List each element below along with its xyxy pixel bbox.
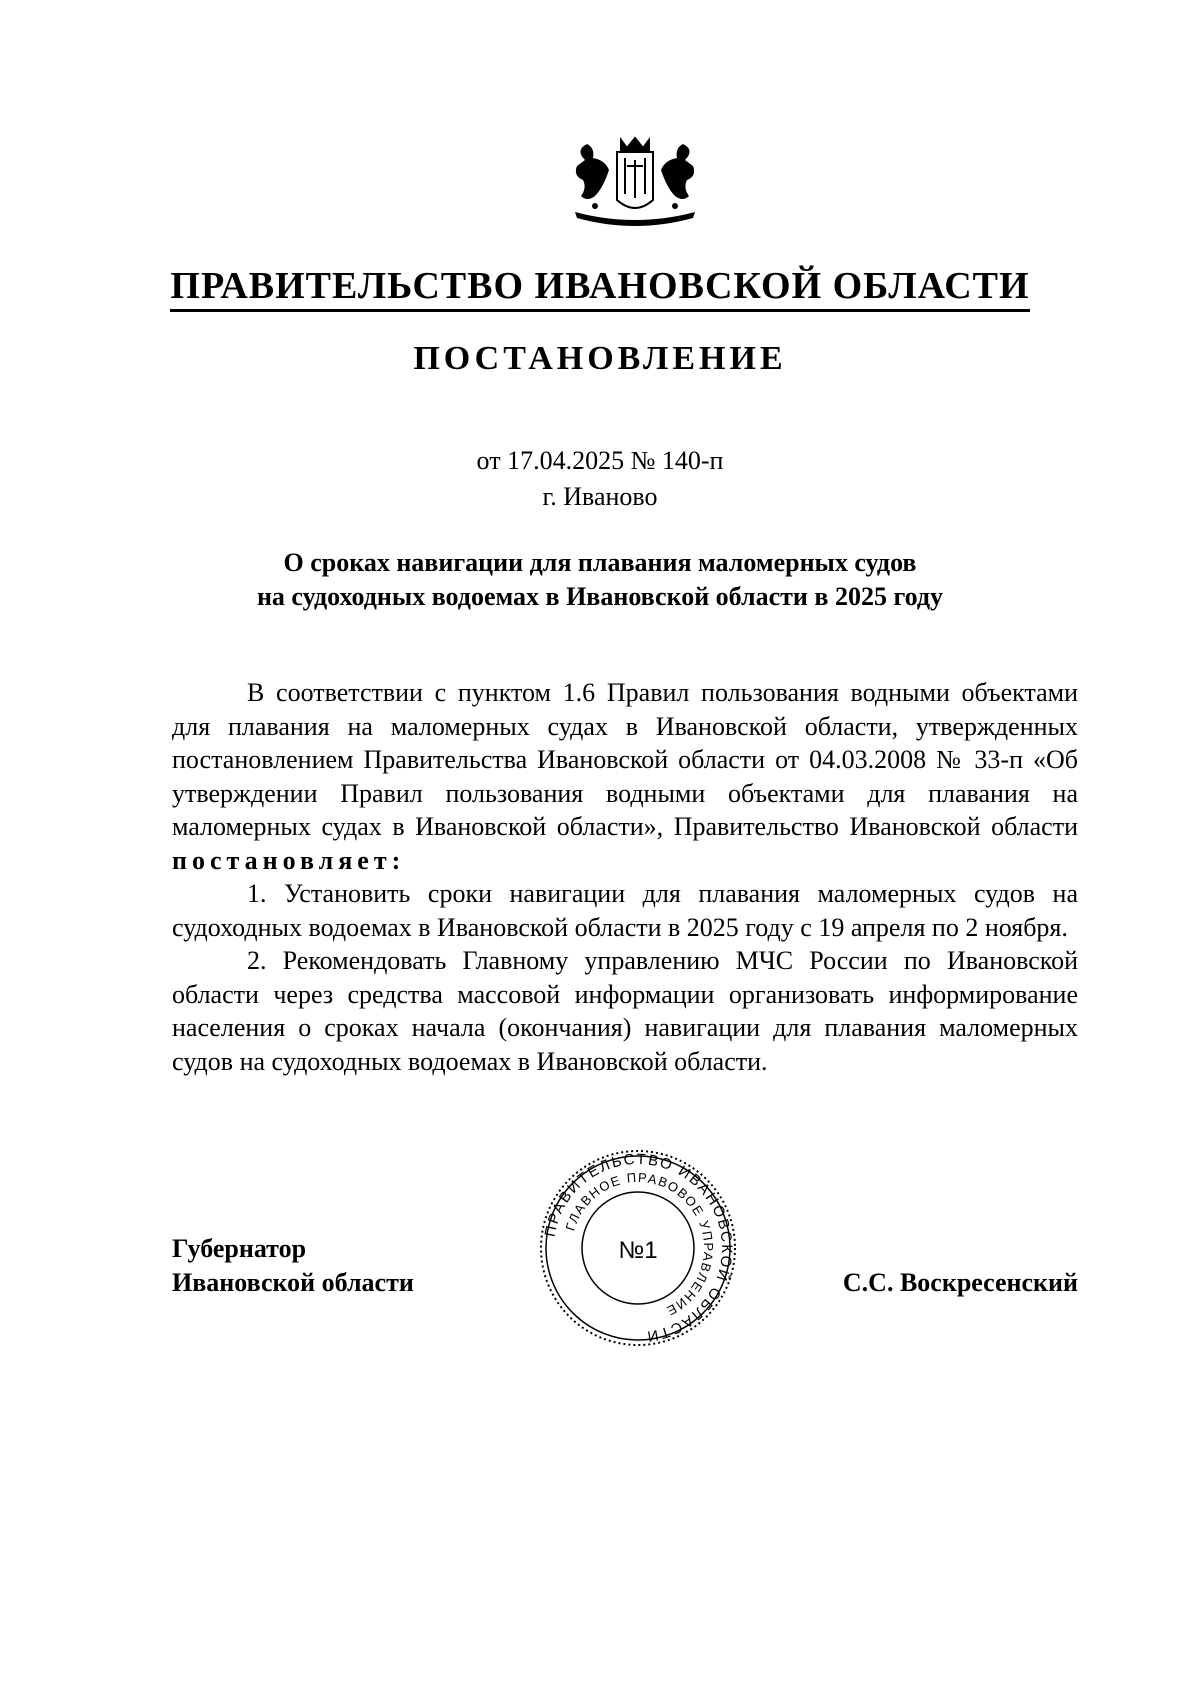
item-1: 1. Установить сроки навигации для плавания маломерных судов на судоходных водоемах в Ивановской области в 2025 году с 19 апреля по 2 ноября. [172, 879, 1078, 942]
document-type: ПОСТАНОВЛЕНИЕ [413, 340, 787, 377]
signatory-name: С.С. Воскресенский [842, 1268, 1078, 1297]
government-title [0, 264, 1200, 308]
item-2: 2. Рекомендовать Главному управлению МЧС России по Ивановской области через средства массовой информации организовать информирование населения о сроках начала (окончания) навигации для плавания маломерных судов на судоходных водоемах в Ивановской области. [172, 946, 1078, 1076]
government-name: ПРАВИТЕЛЬСТВО ИВАНОВСКОЙ ОБЛАСТИ [170, 265, 1029, 312]
preamble-text: В соответствии с пунктом 1.6 Правил пользования водными объектами для плавания на маломерных судах в Ивановской области, утвержденных постановлением Правительства Ивановской области от 04.03.2008 № 33-п «Об утверждении Правил пользования водными объектами для плавания на маломерных судах в Ивановской области», Правительство Ивановской области [172, 678, 1078, 841]
seal-ring-outer: ПРАВИТЕЛЬСТВО ИВАНОВСКОЙ ОБЛАСТИ [541, 1150, 736, 1345]
position-line-2: Ивановской области [172, 1268, 414, 1297]
official-seal [538, 1148, 738, 1348]
seal-number: №1 [618, 1237, 658, 1264]
document-body [172, 676, 1078, 1078]
resolves-word: постановляет: [172, 845, 406, 875]
preamble-paragraph [172, 676, 1078, 877]
coat-of-arms-icon [565, 130, 705, 230]
subject-line-2: на судоходных водоемах в Ивановской области в 2025 году [256, 582, 944, 611]
date-number: от 17.04.2025 № 140-п [476, 446, 724, 475]
document-subject [0, 546, 1200, 614]
city: г. Иваново [542, 482, 658, 511]
position-line-1: Губернатор [172, 1234, 307, 1263]
subject-line-1: О сроках навигации для плавания маломерных судов [283, 548, 917, 577]
seal-ring-inner: ГЛАВНОЕ ПРАВОВОЕ УПРАВЛЕНИЕ [562, 1169, 717, 1320]
document-meta [0, 443, 1200, 515]
signatory-position [172, 1232, 414, 1300]
